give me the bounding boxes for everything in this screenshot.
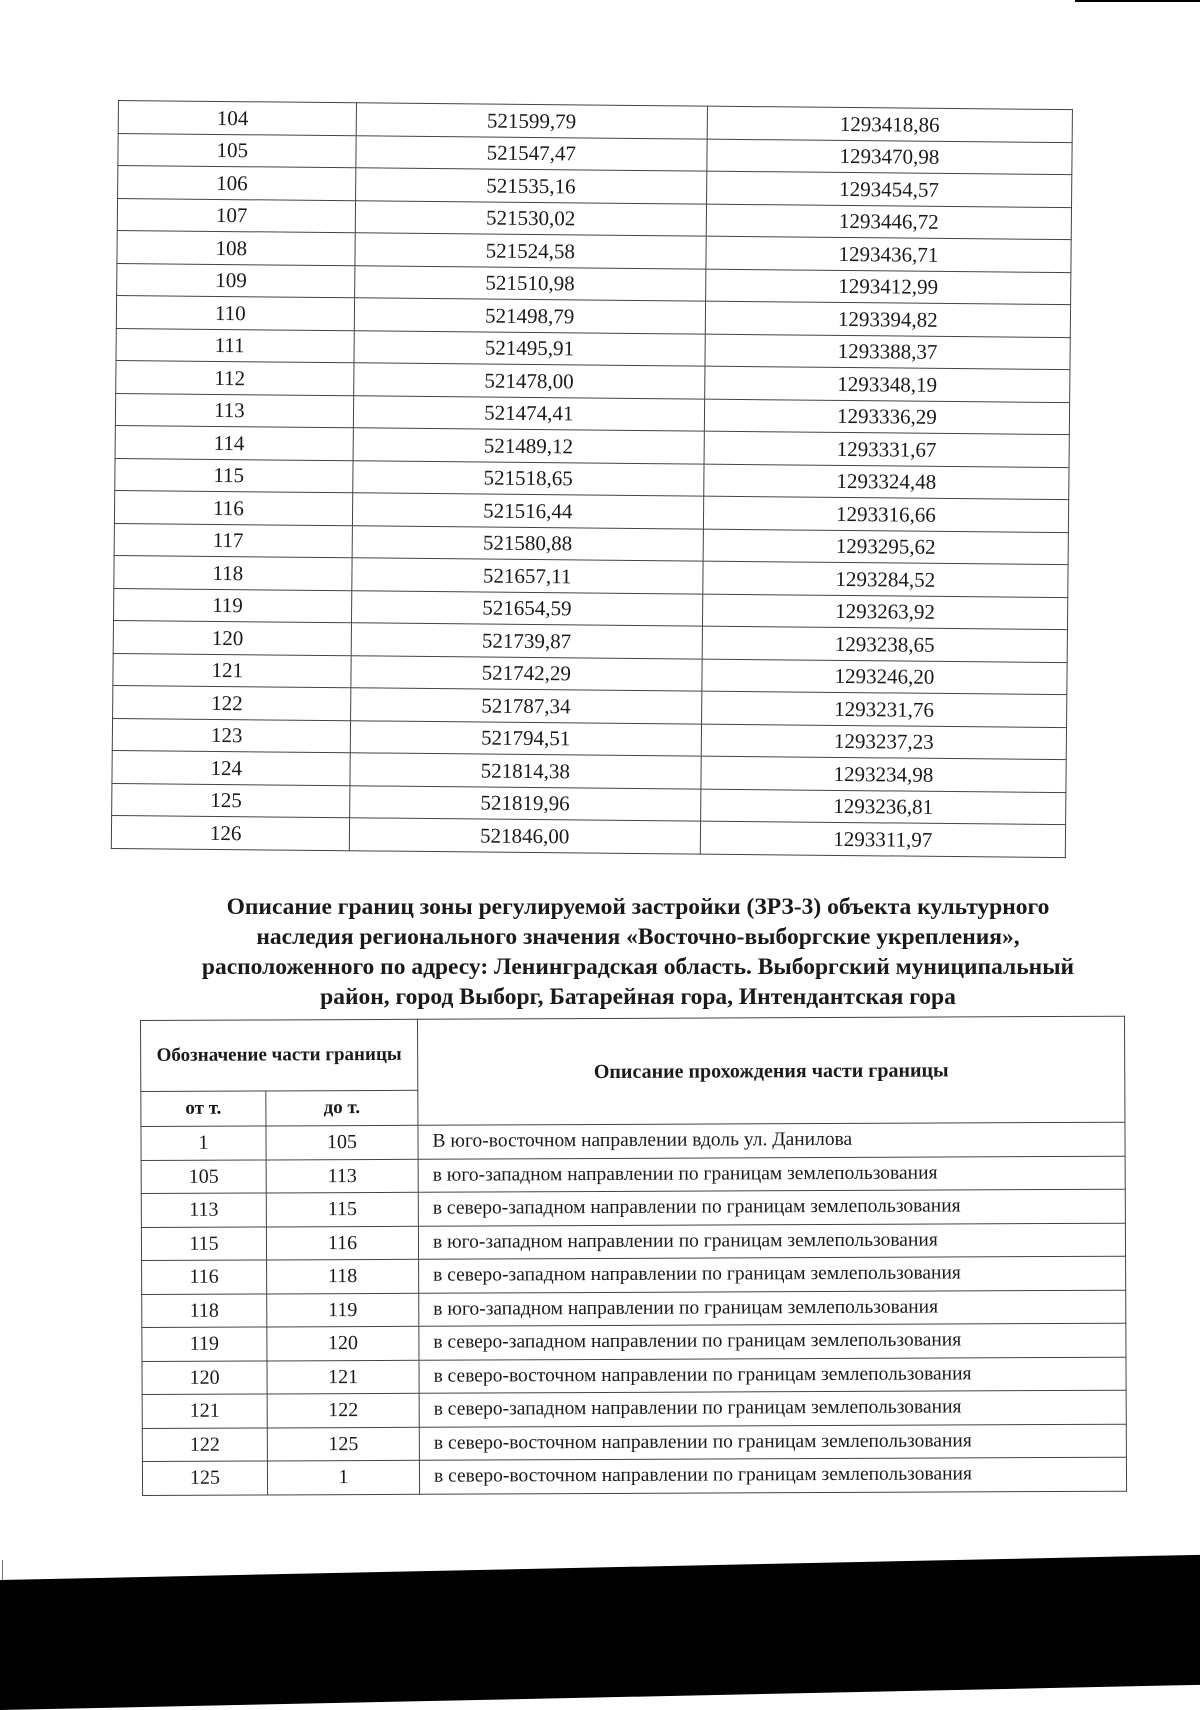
to-point-cell: 119 bbox=[267, 1293, 419, 1327]
y-coordinate-cell: 1293231,76 bbox=[701, 691, 1067, 727]
point-number-cell: 105 bbox=[118, 133, 356, 168]
y-coordinate-cell: 1293263,92 bbox=[702, 594, 1068, 630]
table-row bbox=[142, 1256, 1126, 1294]
y-coordinate-cell: 1293316,66 bbox=[703, 496, 1069, 532]
point-number-cell: 123 bbox=[112, 718, 350, 753]
to-point-cell: 122 bbox=[267, 1393, 419, 1427]
y-coordinate-cell: 1293246,20 bbox=[702, 659, 1068, 695]
x-coordinate-cell: 521657,11 bbox=[352, 558, 703, 594]
header-to-point: до т. bbox=[266, 1090, 418, 1126]
description-cell: В юго-восточном направлении вдоль ул. Данилова bbox=[418, 1122, 1125, 1159]
point-number-cell: 104 bbox=[118, 101, 356, 136]
to-point-cell: 113 bbox=[266, 1159, 418, 1193]
header-description: Описание прохождения части границы bbox=[417, 1016, 1124, 1125]
table-row bbox=[142, 1290, 1126, 1328]
description-cell: в северо-восточном направлении по границам землепользования bbox=[419, 1424, 1126, 1461]
y-coordinate-cell: 1293436,71 bbox=[706, 236, 1072, 272]
x-coordinate-cell: 521530,02 bbox=[355, 200, 706, 236]
description-cell: в северо-западном направлении по границам землепользования bbox=[418, 1189, 1125, 1226]
y-coordinate-cell: 1293418,86 bbox=[707, 106, 1073, 142]
table-row bbox=[142, 1390, 1126, 1428]
to-point-cell: 105 bbox=[266, 1125, 418, 1159]
table-row bbox=[142, 1424, 1126, 1462]
point-number-cell: 125 bbox=[112, 783, 350, 818]
description-cell: в северо-восточном направлении по границам землепользования bbox=[419, 1457, 1126, 1494]
point-number-cell: 108 bbox=[117, 230, 355, 265]
table-row bbox=[141, 1223, 1125, 1261]
x-coordinate-cell: 521846,00 bbox=[349, 818, 700, 854]
point-number-cell: 109 bbox=[117, 263, 355, 298]
section-title-line: район, город Выборг, Батарейная гора, Интендантская гора bbox=[320, 984, 956, 1010]
x-coordinate-cell: 521787,34 bbox=[350, 688, 701, 724]
y-coordinate-cell: 1293311,97 bbox=[700, 821, 1066, 857]
scan-edge-top bbox=[1075, 0, 1200, 2]
x-coordinate-cell: 521654,59 bbox=[351, 590, 702, 626]
point-number-cell: 110 bbox=[116, 295, 354, 330]
boundary-description-table bbox=[140, 1016, 1127, 1496]
x-coordinate-cell: 521739,87 bbox=[351, 623, 702, 659]
point-number-cell: 115 bbox=[115, 458, 353, 493]
description-cell: в юго-западном направлении по границам землепользования bbox=[419, 1290, 1126, 1327]
point-number-cell: 118 bbox=[114, 555, 352, 590]
to-point-cell: 115 bbox=[266, 1192, 418, 1226]
point-number-cell: 122 bbox=[113, 685, 351, 720]
point-number-cell: 121 bbox=[113, 653, 351, 688]
x-coordinate-cell: 521489,12 bbox=[353, 428, 704, 464]
point-number-cell: 107 bbox=[117, 198, 355, 233]
table-row bbox=[142, 1323, 1126, 1361]
to-point-cell: 125 bbox=[267, 1427, 419, 1461]
x-coordinate-cell: 521524,58 bbox=[355, 233, 706, 269]
y-coordinate-cell: 1293412,99 bbox=[705, 269, 1071, 305]
coordinates-table-body bbox=[111, 101, 1072, 858]
x-coordinate-cell: 521814,38 bbox=[350, 753, 701, 789]
from-point-cell: 119 bbox=[142, 1327, 267, 1361]
x-coordinate-cell: 521518,65 bbox=[352, 460, 703, 496]
y-coordinate-cell: 1293238,65 bbox=[702, 626, 1068, 662]
x-coordinate-cell: 521580,88 bbox=[352, 525, 703, 561]
description-cell: в северо-западном направлении по границам землепользования bbox=[419, 1323, 1126, 1360]
y-coordinate-cell: 1293295,62 bbox=[703, 529, 1069, 565]
from-point-cell: 113 bbox=[141, 1193, 266, 1227]
table-row bbox=[141, 1156, 1125, 1194]
y-coordinate-cell: 1293446,72 bbox=[706, 204, 1072, 240]
section-title-line: наследия регионального значения «Восточно-выборгские укрепления», bbox=[256, 924, 1020, 950]
scan-bottom-black-band bbox=[0, 1555, 1200, 1710]
y-coordinate-cell: 1293336,29 bbox=[704, 399, 1070, 435]
x-coordinate-cell: 521498,79 bbox=[354, 298, 705, 334]
from-point-cell: 1 bbox=[141, 1126, 266, 1160]
point-number-cell: 106 bbox=[118, 166, 356, 201]
to-point-cell: 118 bbox=[267, 1259, 419, 1293]
point-number-cell: 111 bbox=[116, 328, 354, 363]
y-coordinate-cell: 1293470,98 bbox=[707, 139, 1073, 175]
point-number-cell: 126 bbox=[111, 815, 349, 850]
from-point-cell: 118 bbox=[142, 1293, 267, 1327]
from-point-cell: 125 bbox=[142, 1461, 267, 1495]
coordinates-table bbox=[111, 100, 1073, 858]
point-number-cell: 124 bbox=[112, 750, 350, 785]
boundary-description-table-body bbox=[141, 1122, 1127, 1495]
to-point-cell: 121 bbox=[267, 1360, 419, 1394]
x-coordinate-cell: 521495,91 bbox=[354, 330, 705, 366]
point-number-cell: 113 bbox=[115, 393, 353, 428]
x-coordinate-cell: 521599,79 bbox=[356, 103, 707, 139]
header-boundary-part: Обозначение части границы bbox=[141, 1019, 418, 1091]
section-title-line: расположенного по адресу: Ленинградская область. Выборгский муниципальный bbox=[201, 954, 1075, 980]
y-coordinate-cell: 1293331,67 bbox=[704, 431, 1070, 467]
x-coordinate-cell: 521516,44 bbox=[352, 493, 703, 529]
point-number-cell: 119 bbox=[114, 588, 352, 623]
y-coordinate-cell: 1293234,98 bbox=[701, 756, 1067, 792]
from-point-cell: 122 bbox=[142, 1427, 267, 1461]
point-number-cell: 117 bbox=[114, 523, 352, 558]
from-point-cell: 120 bbox=[142, 1360, 267, 1394]
section-title-line: Описание границ зоны регулируемой застройки (ЗРЗ-3) объекта культурного bbox=[226, 894, 1050, 920]
point-number-cell: 116 bbox=[114, 490, 352, 525]
to-point-cell: 116 bbox=[266, 1226, 418, 1260]
description-cell: в северо-восточном направлении по границам землепользования bbox=[419, 1357, 1126, 1394]
y-coordinate-cell: 1293284,52 bbox=[703, 561, 1069, 597]
x-coordinate-cell: 521819,96 bbox=[349, 785, 700, 821]
x-coordinate-cell: 521535,16 bbox=[355, 168, 706, 204]
to-point-cell: 1 bbox=[267, 1460, 419, 1494]
table-row bbox=[141, 1122, 1125, 1160]
y-coordinate-cell: 1293388,37 bbox=[705, 334, 1071, 370]
from-point-cell: 115 bbox=[141, 1226, 266, 1260]
y-coordinate-cell: 1293236,81 bbox=[700, 789, 1066, 825]
x-coordinate-cell: 521794,51 bbox=[350, 720, 701, 756]
x-coordinate-cell: 521547,47 bbox=[356, 135, 707, 171]
point-number-cell: 114 bbox=[115, 425, 353, 460]
y-coordinate-cell: 1293394,82 bbox=[705, 301, 1071, 337]
table-row bbox=[142, 1457, 1126, 1495]
y-coordinate-cell: 1293454,57 bbox=[706, 171, 1072, 207]
from-point-cell: 105 bbox=[141, 1159, 266, 1193]
x-coordinate-cell: 521510,98 bbox=[354, 265, 705, 301]
description-cell: в юго-западном направлении по границам землепользования bbox=[418, 1223, 1125, 1260]
table-row bbox=[142, 1357, 1126, 1395]
y-coordinate-cell: 1293348,19 bbox=[704, 366, 1070, 402]
header-from-point: от т. bbox=[141, 1091, 266, 1127]
to-point-cell: 120 bbox=[267, 1326, 419, 1360]
x-coordinate-cell: 521742,29 bbox=[351, 655, 702, 691]
from-point-cell: 116 bbox=[142, 1260, 267, 1294]
point-number-cell: 112 bbox=[116, 360, 354, 395]
section-title bbox=[108, 892, 1168, 1012]
point-number-cell: 120 bbox=[113, 620, 351, 655]
description-cell: в северо-западном направлении по границам землепользования bbox=[419, 1256, 1126, 1293]
table-row bbox=[141, 1189, 1125, 1227]
description-cell: в северо-западном направлении по границам землепользования bbox=[419, 1390, 1126, 1427]
y-coordinate-cell: 1293324,48 bbox=[704, 464, 1070, 500]
from-point-cell: 121 bbox=[142, 1394, 267, 1428]
y-coordinate-cell: 1293237,23 bbox=[701, 724, 1067, 760]
x-coordinate-cell: 521474,41 bbox=[353, 395, 704, 431]
description-cell: в юго-западном направлении по границам землепользования bbox=[418, 1156, 1125, 1193]
x-coordinate-cell: 521478,00 bbox=[353, 363, 704, 399]
